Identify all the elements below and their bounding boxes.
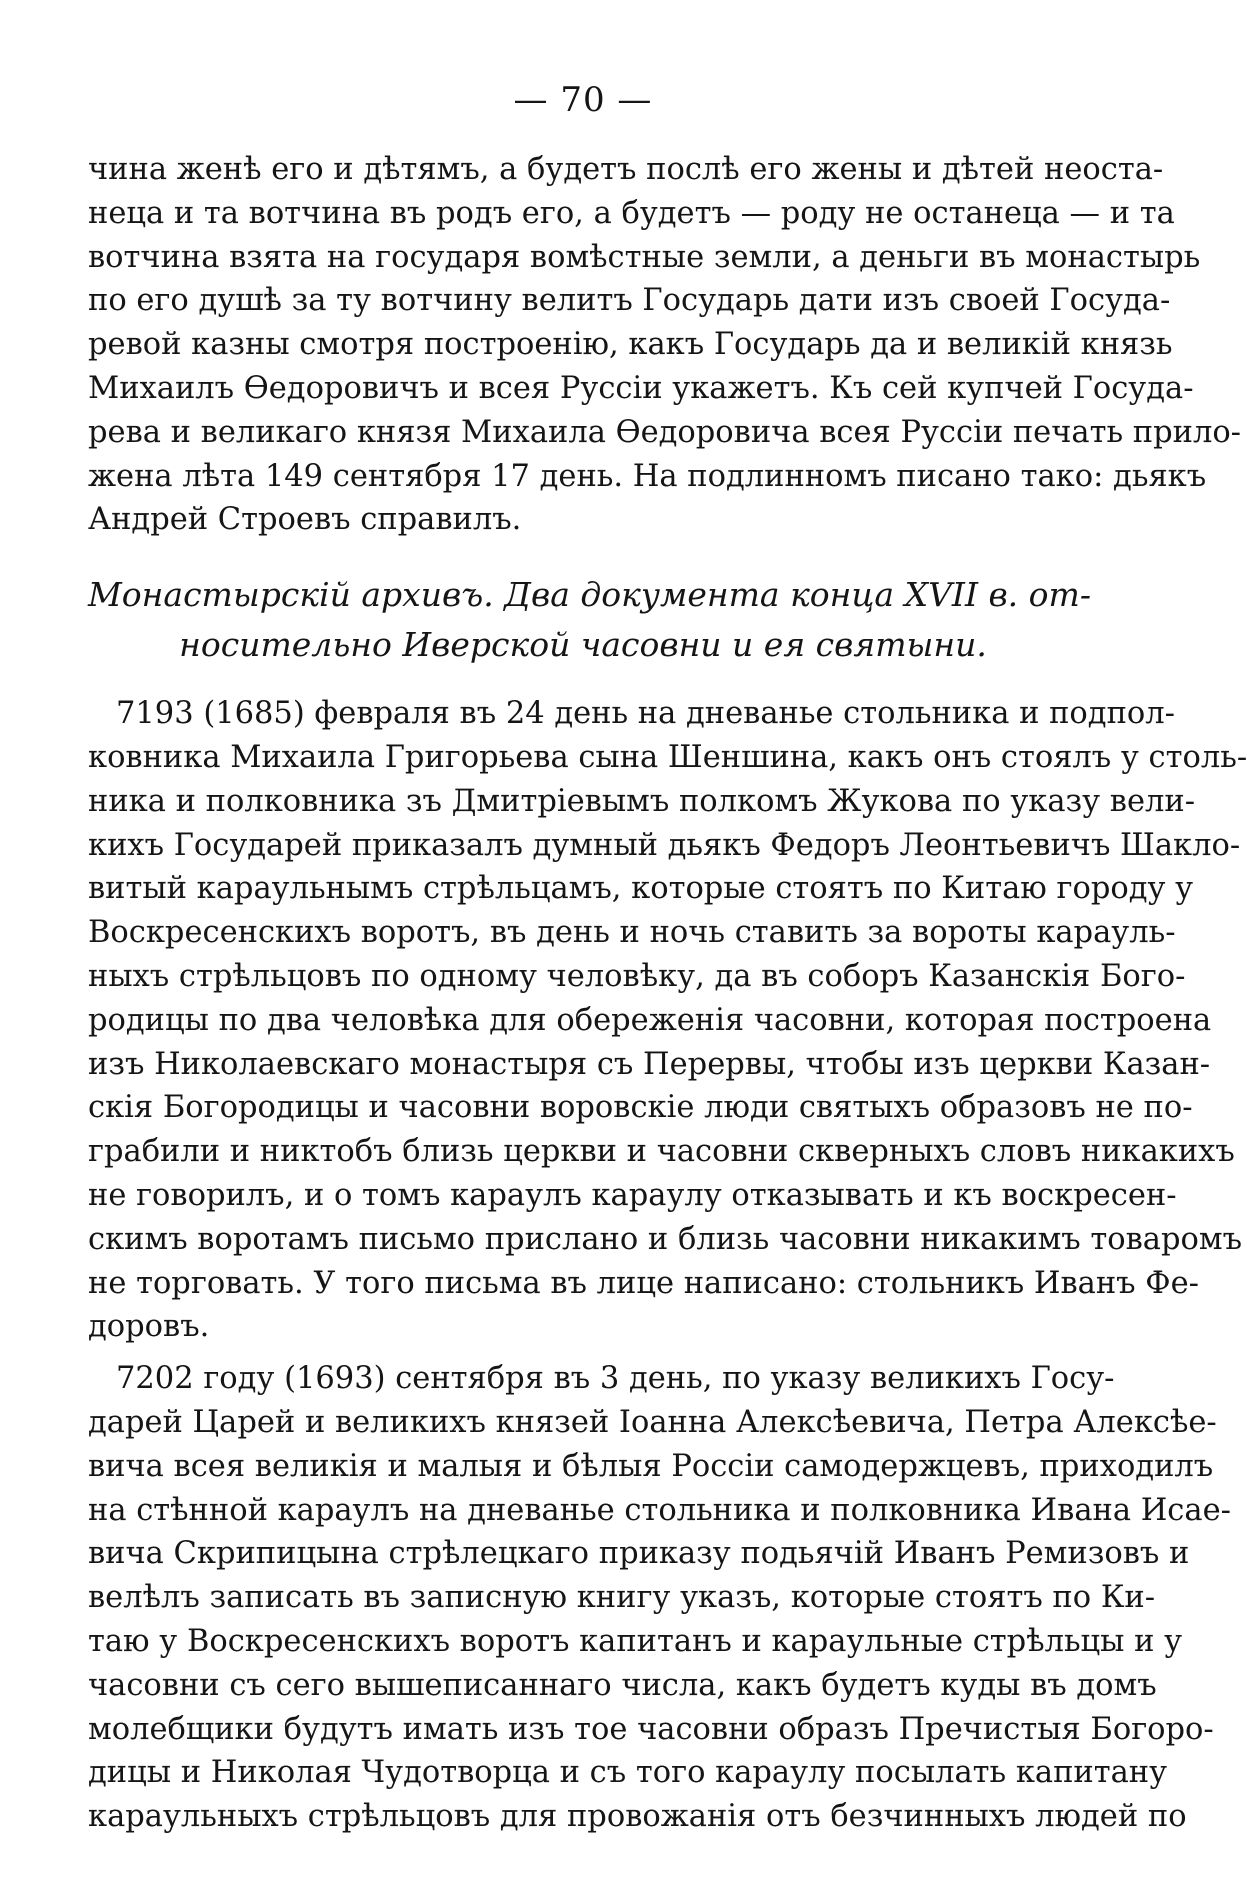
text-line: на стѣнной караулъ на дневанье стольника и полковника Ивана Исае- xyxy=(88,1492,1231,1528)
text-line: дарей Царей и великихъ князей Іоанна Алексѣевича, Петра Алексѣе- xyxy=(88,1404,1217,1440)
text-line: не торговать. У того письма въ лице написано: стольникъ Иванъ Фе- xyxy=(88,1265,1199,1301)
text-line: не говорилъ, и о томъ караулъ караулу отказывать и къ воскресен- xyxy=(88,1177,1177,1213)
text-line: молебщики будутъ имать изъ тое часовни образъ Пречистыя Богоро- xyxy=(88,1711,1214,1747)
heading-line: Монастырскій архивъ. Два документа конца XVII в. от- xyxy=(88,575,1091,615)
text-line: скія Богородицы и часовни воровскіе люди святыхъ образовъ не по- xyxy=(88,1090,1193,1126)
text-line: вича Скрипицына стрѣлецкаго приказу подьячій Иванъ Ремизовъ и xyxy=(88,1536,1190,1572)
text-line: изъ Николаевскаго монастыря съ Перервы, чтобы изъ церкви Казан- xyxy=(88,1046,1211,1082)
text-line: Михаилъ Ѳедоровичъ и всея Руссіи укажетъ. Къ сей купчей Госуда- xyxy=(88,370,1194,406)
text-line: чина женѣ его и дѣтямъ, а будетъ послѣ его жены и дѣтей неоста- xyxy=(88,152,1164,187)
text-line: вича всея великія и малыя и бѣлыя Россіи самодержцевъ, приходилъ xyxy=(88,1448,1214,1484)
text-line: Воскресенскихъ воротъ, въ день и ночь ставить за вороты карауль- xyxy=(88,915,1176,951)
text-line: ника и полковника зъ Дмитріевымъ полкомъ Жукова по указу вели- xyxy=(88,783,1196,819)
text-line: велѣлъ записать въ записную книгу указъ, которые стоятъ по Ки- xyxy=(88,1580,1156,1616)
text-line: жена лѣта 149 сентября 17 день. На подлинномъ писано тако: дьякъ xyxy=(88,458,1207,494)
text-line: доровъ. xyxy=(88,1309,210,1345)
paragraph-1693-document xyxy=(88,1357,1231,1839)
paragraph-continuation xyxy=(88,148,1241,542)
text-line: кихъ Государей приказалъ думный дьякъ Федоръ Леонтьевичъ Шакло- xyxy=(88,827,1241,863)
text-line: родицы по два человѣка для обереженія часовни, которая построена xyxy=(88,1002,1212,1038)
text-line: неца и та вотчина въ родъ его, а будетъ — роду не останеца — и та xyxy=(88,195,1175,231)
paragraph-1685-document xyxy=(88,692,1247,1349)
text-line: ныхъ стрѣльцовъ по одному человѣку, да въ соборъ Казанскія Бого- xyxy=(88,958,1186,994)
page-number: — 70 — xyxy=(513,80,653,120)
text-line: 7202 году (1693) сентября въ 3 день, по указу великихъ Госу- xyxy=(116,1361,1115,1397)
text-line: витый караульнымъ стрѣльцамъ, которые стоятъ по Китаю городу у xyxy=(88,871,1194,907)
text-line: караульныхъ стрѣльцовъ для провожанія отъ безчинныхъ людей по xyxy=(88,1799,1187,1835)
text-line: вотчина взята на государя вомѣстные земли, а деньги въ монастырь xyxy=(88,239,1201,275)
text-line: ковника Михаила Григорьева сына Шеншина, какъ онъ стоялъ у столь- xyxy=(88,739,1247,775)
document-page xyxy=(88,78,1247,1839)
section-heading xyxy=(88,570,1091,670)
text-line: часовни съ сего вышеписаннаго числа, какъ будетъ куды въ домъ xyxy=(88,1667,1157,1703)
text-line: 7193 (1685) февраля въ 24 день на дневанье стольника и подпол- xyxy=(116,696,1175,732)
heading-line: носительно Иверской часовни и ея святыни. xyxy=(179,625,987,665)
text-line: грабили и никтобъ близь церкви и часовни скверныхъ словъ никакихъ xyxy=(88,1134,1235,1170)
text-line: таю у Воскресенскихъ воротъ капитанъ и караульные стрѣльцы и у xyxy=(88,1623,1183,1659)
text-line: рева и великаго князя Михаила Ѳедоровича всея Руссіи печать прило- xyxy=(88,414,1241,450)
text-line: Андрей Строевъ справилъ. xyxy=(88,502,522,538)
text-line: ревой казны смотря построенію, какъ Государь да и великій князь xyxy=(88,327,1173,363)
text-line: дицы и Николая Чудотворца и съ того караулу посылать капитану xyxy=(88,1755,1168,1791)
text-line: по его душѣ за ту вотчину велитъ Государь дати изъ своей Госуда- xyxy=(88,283,1171,319)
text-line: скимъ воротамъ письмо прислано и близь часовни никакимъ товаромъ xyxy=(88,1221,1242,1257)
